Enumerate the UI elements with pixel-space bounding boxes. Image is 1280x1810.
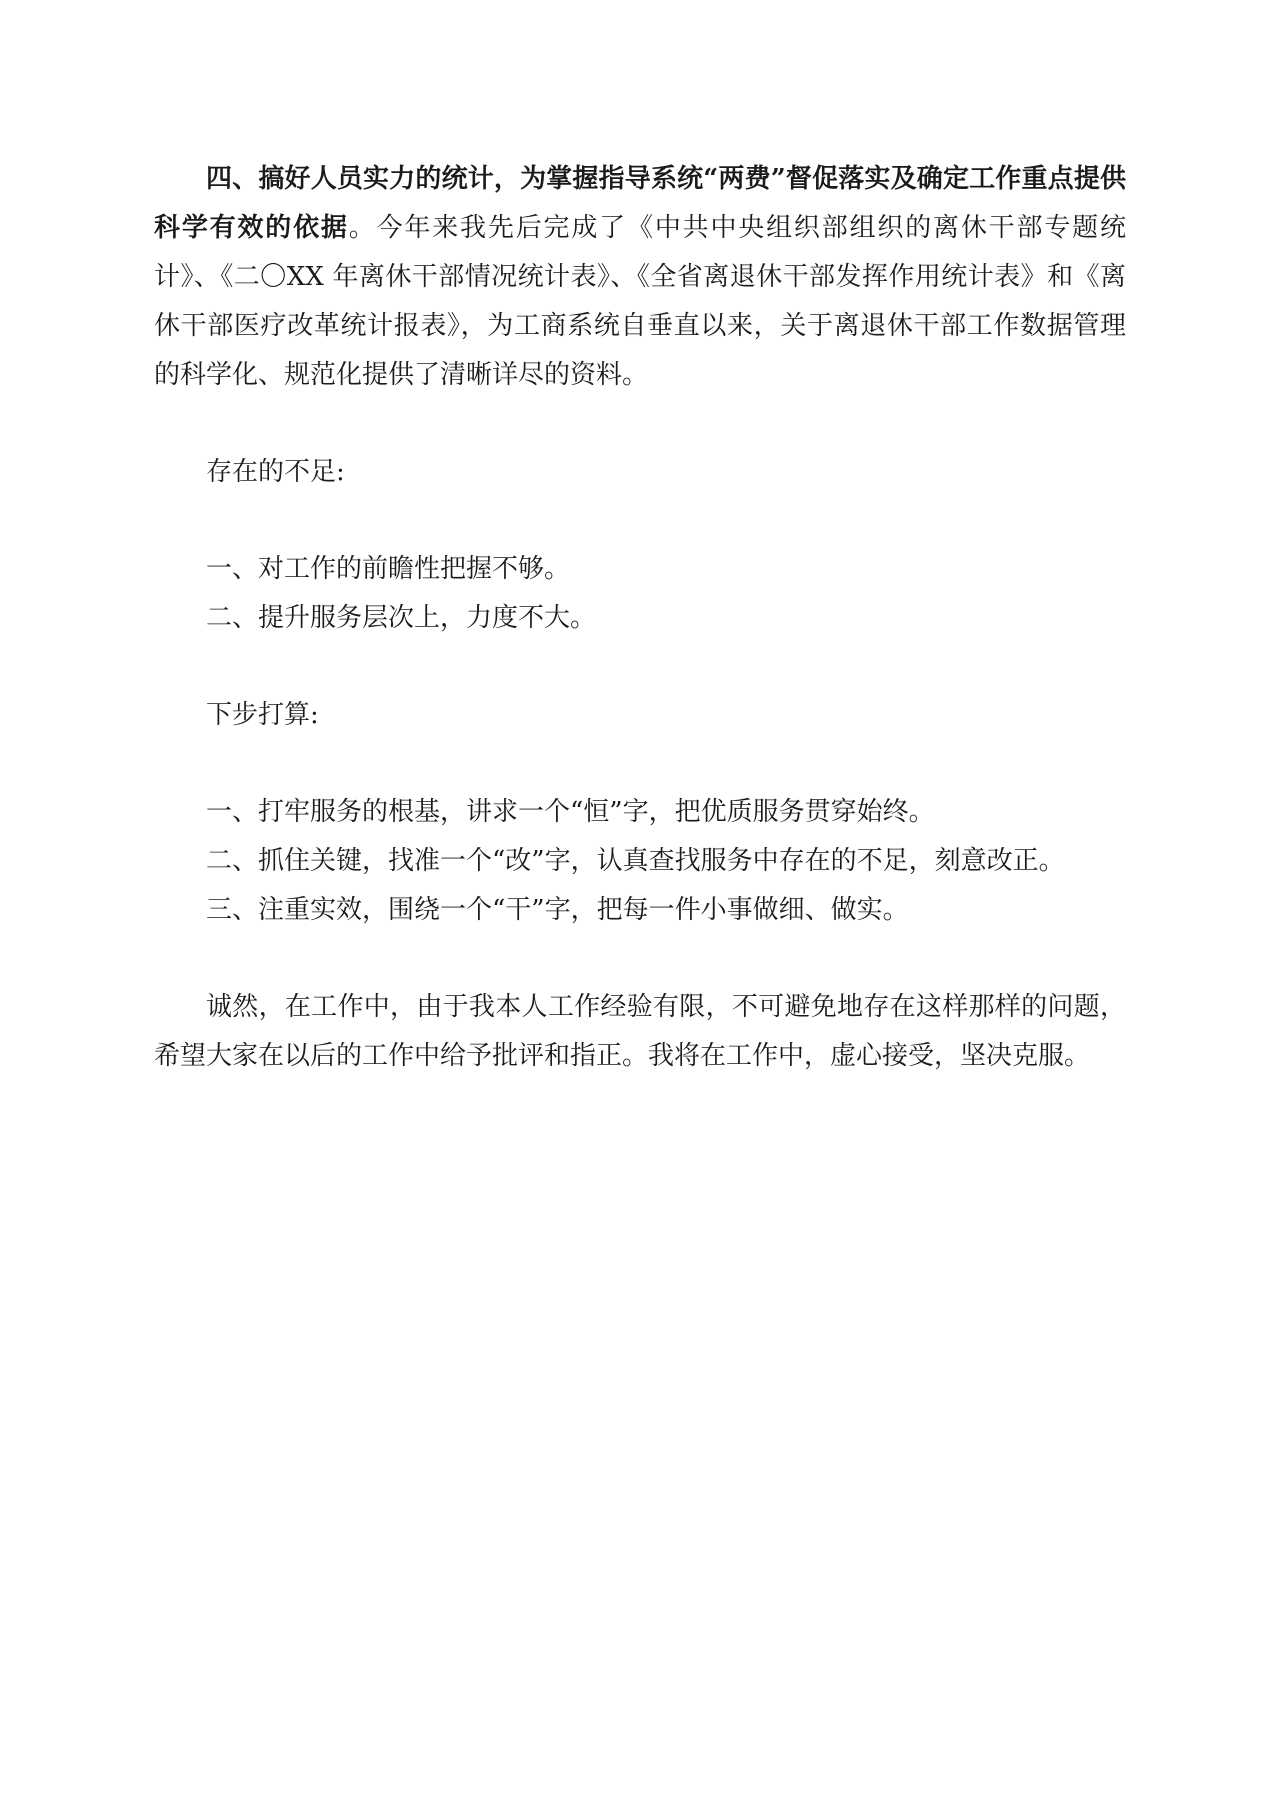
spacer [154, 400, 1126, 448]
section-four-body: 。今年来我先后完成了《中共中央组织部组织的离休干部专题统计》、《二〇XX 年离休干部情况统计表》、《全省离退休干部发挥作用统计表》和《离休干部医疗改革统计报表》，为工商系统自垂直以来，关于离退休干部工作数据管理的科学化、规范化提供了清晰详尽的资料。 [154, 213, 1126, 390]
shortcomings-heading: 存在的不足: [206, 457, 345, 487]
next-steps-heading: 下步打算: [206, 700, 319, 730]
document-body [154, 155, 1126, 1081]
spacer [154, 740, 1126, 788]
spacer [154, 497, 1126, 545]
closing-paragraph: 诚然，在工作中，由于我本人工作经验有限，不可避免地存在这样那样的问题，希望大家在以后的工作中给予批评和指正。我将在工作中，虚心接受，坚决克服。 [154, 992, 1126, 1071]
next-step-item: 二、抓住关键，找准一个“改”字，认真查找服务中存在的不足，刻意改正。 [206, 846, 1065, 876]
spacer [154, 643, 1126, 691]
section-four-paragraph [154, 155, 1126, 400]
next-step-item: 三、注重实效，围绕一个“干”字，把每一件小事做细、做实。 [206, 895, 909, 925]
section-four-bold-lead: 四、搞好人员实力的统计，为掌握指导系统“两费”督促落实及确定工作重点提供科学有效的依据 [154, 164, 1126, 243]
shortcoming-item: 一、对工作的前瞻性把握不够。 [206, 554, 571, 584]
next-step-item: 一、打牢服务的根基，讲求一个“恒”字，把优质服务贯穿始终。 [206, 797, 935, 827]
shortcoming-item: 二、提升服务层次上，力度不大。 [206, 603, 597, 633]
spacer [154, 935, 1126, 983]
